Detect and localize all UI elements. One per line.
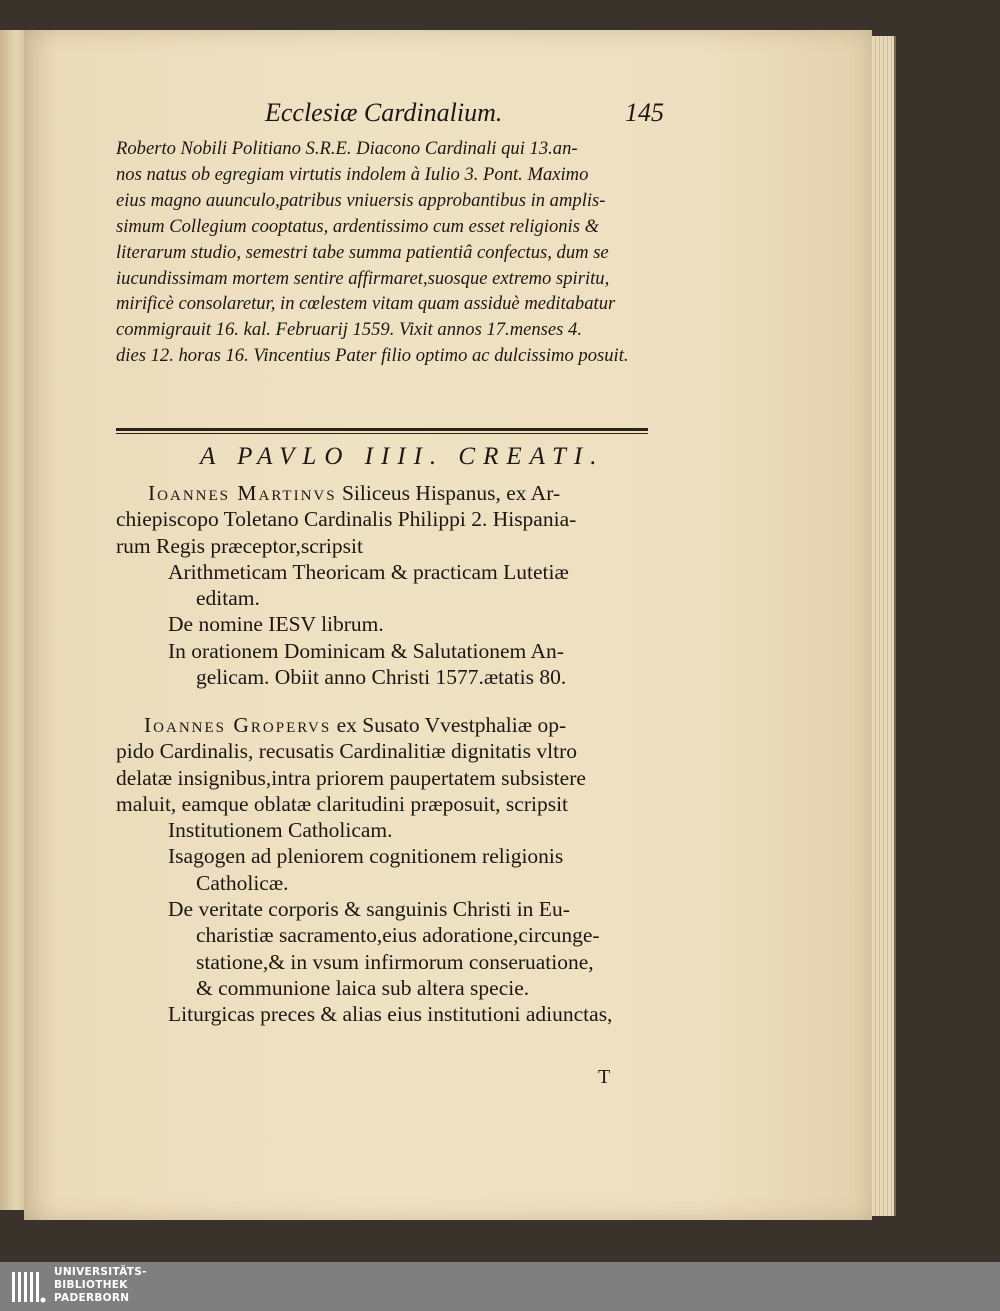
running-title: Ecclesiæ Cardinalium.	[265, 98, 503, 127]
work-item-cont: editam.	[196, 586, 260, 611]
epitaph-line: iucundissimam mortem sentire affirmaret,suosque extremo spiritu,	[116, 267, 610, 289]
work-item: Isagogen ad pleniorem cognitionem religionis	[168, 844, 564, 869]
epitaph-line: eius magno auunculo,patribus vniuersis approbantibus in amplis-	[116, 189, 606, 211]
section-rule-thin	[116, 433, 648, 434]
library-name-line: UNIVERSITÄTS-	[54, 1266, 147, 1278]
page-header	[255, 98, 685, 136]
entry-first-line	[116, 480, 576, 506]
entry-text: ex Susato Vvestphaliæ op-	[331, 713, 567, 737]
work-item-cont: Catholicæ.	[196, 870, 289, 895]
work-item-cont: charistiæ sacramento,eius adoratione,circunge-	[196, 923, 600, 948]
work-item-cont: & communione laica sub altera specie.	[196, 975, 530, 1000]
epitaph-line: dies 12. horas 16. Vincentius Pater filio optimo ac dulcissimo posuit.	[116, 345, 629, 367]
entry-gropperus	[116, 712, 612, 1028]
catchword: T	[598, 1066, 611, 1088]
library-footer	[0, 1262, 1000, 1311]
entry-name: Ioannes Gropervs	[144, 713, 332, 737]
entry-line: maluit, eamque oblatæ claritudini præposuit, scripsit	[116, 791, 569, 816]
epitaph-line: simum Collegium cooptatus, ardentissimo cum esset religionis &	[116, 215, 600, 237]
work-item: Institutionem Catholicam.	[168, 818, 393, 843]
library-logo-icon	[10, 1268, 46, 1306]
entry-line: rum Regis præceptor,scripsit	[116, 533, 363, 558]
epitaph-line: commigrauit 16. kal. Februarij 1559. Vixit annos 17.menses 4.	[116, 319, 583, 341]
work-item-cont: gelicam. Obiit anno Christi 1577.ætatis 80.	[196, 665, 567, 690]
epitaph-line: mirificè consolaretur, in cœlestem vitam quam assiduè meditabatur	[116, 293, 616, 315]
work-item: De nomine IESV librum.	[168, 612, 384, 637]
work-item: De veritate corporis & sanguinis Christi in Eu-	[168, 897, 570, 922]
work-item: In orationem Dominicam & Salutationem An-	[168, 638, 564, 663]
entry-text: Siliceus Hispanus, ex Ar-	[336, 481, 561, 505]
epitaph-block	[116, 136, 676, 369]
entry-line: chiepiscopo Toletano Cardinalis Philippi 2. Hispania-	[116, 507, 577, 532]
entry-martinus	[116, 480, 576, 690]
epitaph-line: nos natus ob egregiam virtutis indolem à Iulio 3. Pont. Maximo	[116, 163, 589, 185]
epitaph-line: literarum studio, semestri tabe summa patientiâ confectus, dum se	[116, 241, 609, 263]
work-item-cont: statione,& in vsum infirmorum conseruatione,	[196, 949, 594, 974]
entry-name: Ioannes Martinvs	[148, 481, 337, 505]
section-rule	[116, 428, 648, 431]
library-name-line: PADERBORN	[54, 1292, 130, 1304]
epitaph-line: Roberto Nobili Politiano S.R.E. Diacono Cardinali qui 13.an-	[116, 138, 578, 159]
work-item: Liturgicas preces & alias eius institutioni adiunctas,	[168, 1002, 613, 1027]
section-title: A PAVLO IIII. CREATI.	[200, 443, 605, 470]
entry-line: pido Cardinalis, recusatis Cardinalitiæ dignitatis vltro	[116, 739, 577, 764]
library-name-line: BIBLIOTHEK	[54, 1279, 128, 1291]
work-item: Arithmeticam Theoricam & practicam Lutetiæ	[168, 559, 569, 584]
page-number: 145	[625, 98, 664, 127]
entry-first-line	[116, 712, 612, 738]
entry-line: delatæ insignibus,intra priorem paupertatem subsistere	[116, 765, 586, 790]
library-name	[54, 1266, 147, 1305]
